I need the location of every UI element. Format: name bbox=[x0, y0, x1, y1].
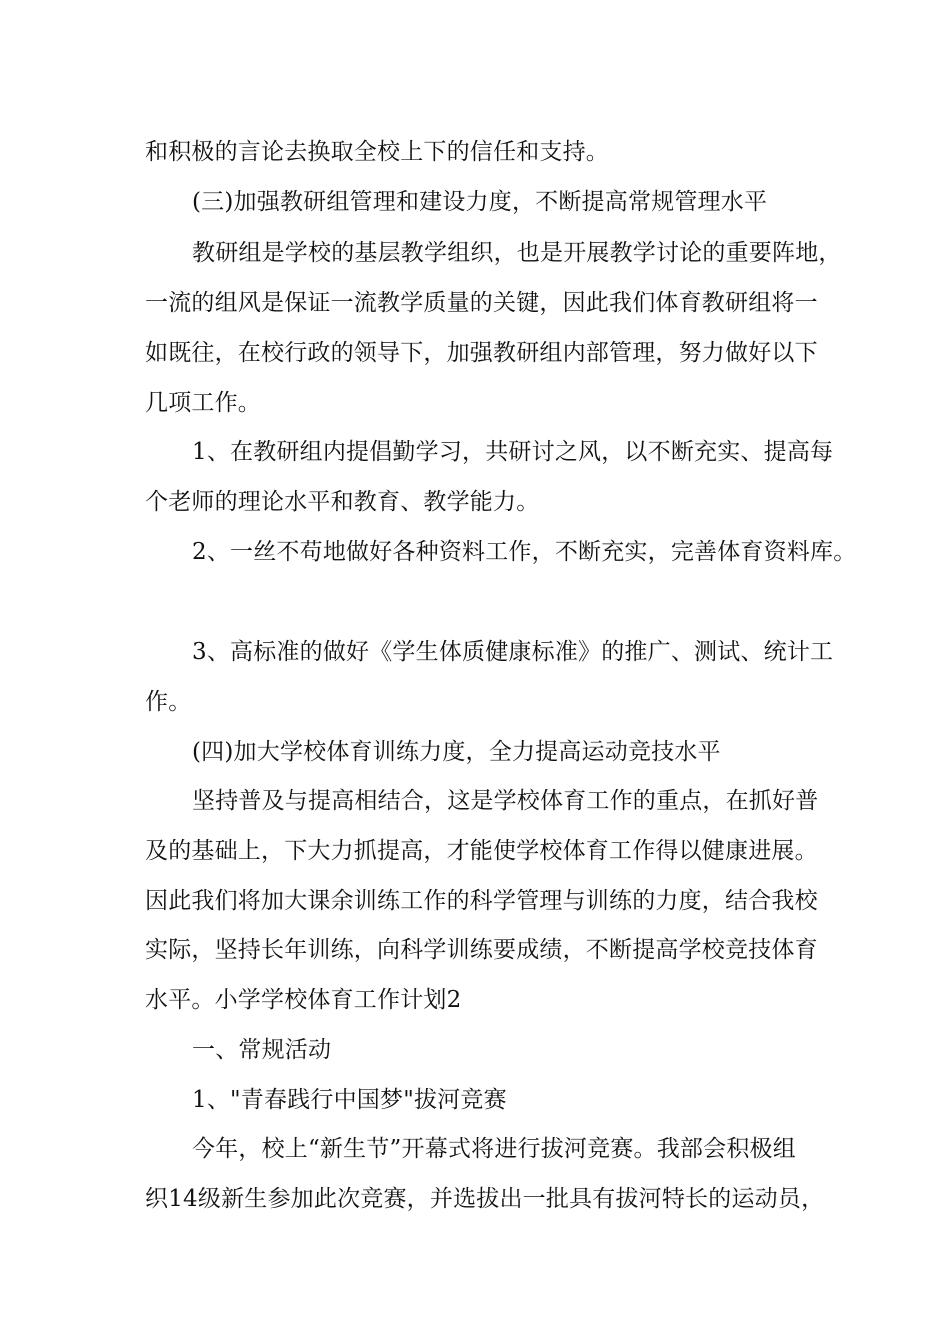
paragraph-line: 和积极的言论去换取全校上下的信任和支持。 bbox=[145, 139, 609, 165]
section-heading-regular-activities: 一、常规活动 bbox=[192, 1037, 332, 1063]
paragraph-line: 织14级新生参加此次竞赛，并选拔出一批具有拔河特长的运动员， bbox=[145, 1186, 825, 1212]
list-item-3: 3、高标准的做好《学生体质健康标准》的推广、测试、统计工 bbox=[192, 639, 834, 665]
section-heading-3: (三)加强教研组管理和建设力度，不断提高常规管理水平 bbox=[192, 189, 768, 215]
paragraph-line: 几项工作。 bbox=[145, 390, 261, 416]
list-item-1: 1、在教研组内提倡勤学习，共研讨之风，以不断充实、提高每 bbox=[192, 439, 834, 465]
paragraph-line: 及的基础上，下大力抓提高，才能使学校体育工作得以健康进展。 bbox=[145, 838, 818, 864]
paragraph-line: 如既往，在校行政的领导下，加强教研组内部管理，努力做好以下 bbox=[145, 340, 818, 366]
paragraph-line: 今年，校上“新生节”开幕式将进行拔河竞赛。我部会积极组 bbox=[192, 1136, 796, 1162]
paragraph-line: 作。 bbox=[145, 689, 192, 715]
paragraph-line: 水平。小学学校体育工作计划2 bbox=[145, 987, 462, 1013]
list-item-tug-of-war: 1、"青春践行中国梦"拔河竞赛 bbox=[192, 1087, 507, 1113]
paragraph-line: 坚持普及与提高相结合，这是学校体育工作的重点，在抓好普 bbox=[192, 788, 819, 814]
paragraph-line: 一流的组风是保证一流教学质量的关键，因此我们体育教研组将一 bbox=[145, 290, 818, 316]
paragraph-line: 教研组是学校的基层教学组织，也是开展教学讨论的重要阵地， bbox=[192, 240, 842, 266]
section-heading-4: (四)加大学校体育训练力度，全力提高运动竞技水平 bbox=[192, 739, 721, 765]
list-item-2: 2、一丝不苟地做好各种资料工作，不断充实，完善体育资料库。 bbox=[192, 539, 857, 565]
paragraph-line: 因此我们将加大课余训练工作的科学管理与训练的力度，结合我校 bbox=[145, 888, 818, 914]
paragraph-line: 个老师的理论水平和教育、教学能力。 bbox=[145, 489, 540, 515]
paragraph-line: 实际，坚持长年训练，向科学训练要成绩，不断提高学校竞技体育 bbox=[145, 937, 818, 963]
